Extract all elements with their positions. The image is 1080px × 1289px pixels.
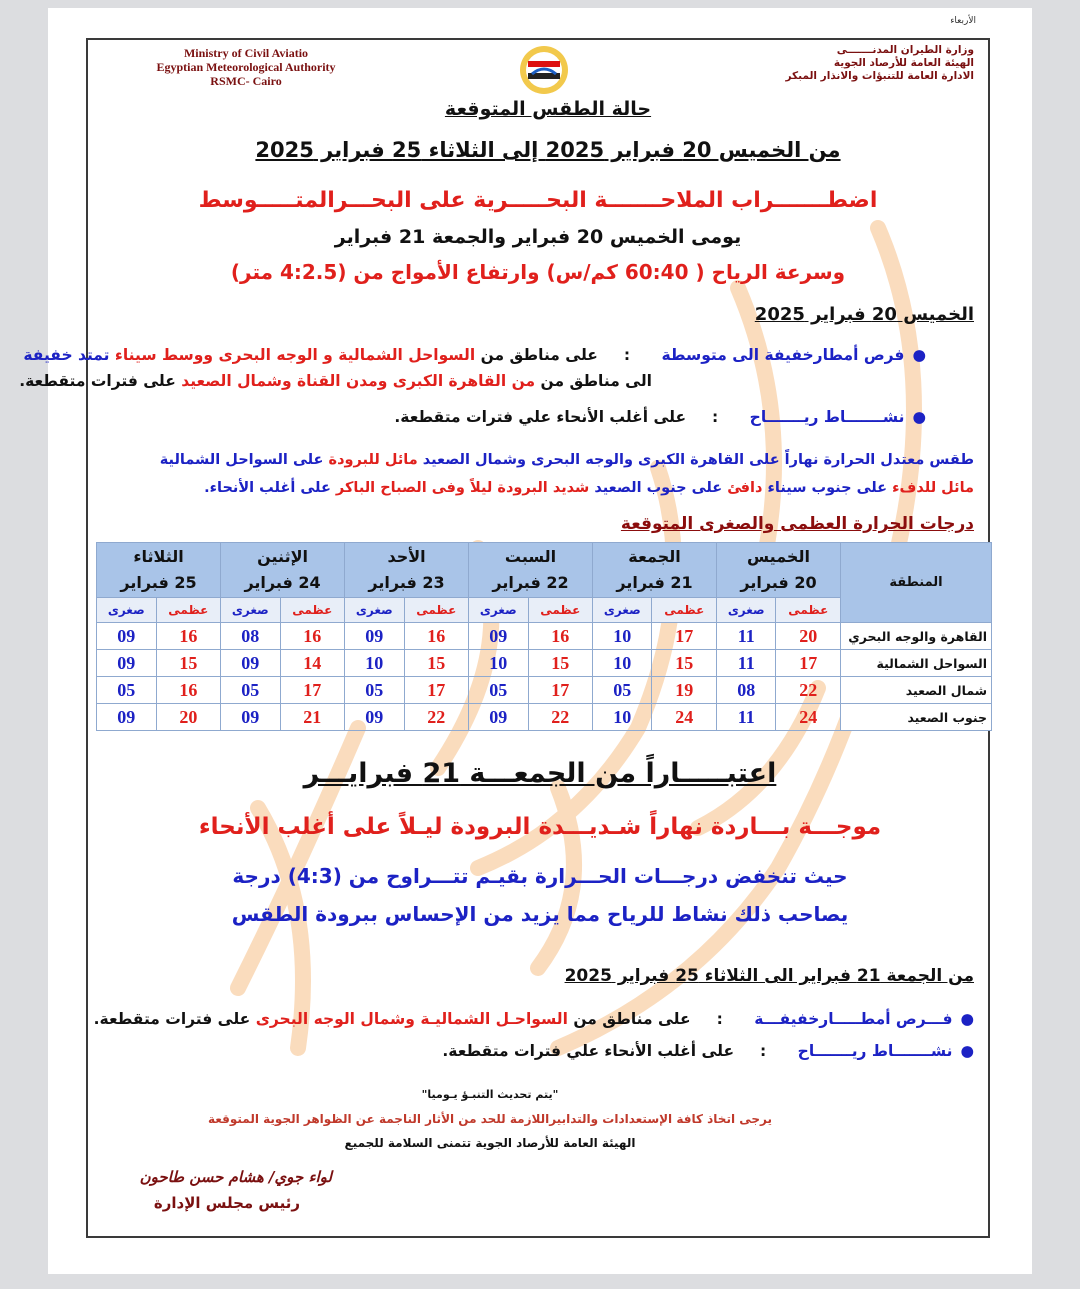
max-header: عظمى [404, 598, 469, 623]
rain-text-a: على مناطق من [480, 346, 598, 364]
desc-mild: طقس معتدل الحرارة نهاراً [784, 452, 974, 468]
signature-name: لواء جوي/ هشام حسن طاحون [139, 1168, 332, 1186]
max-header: عظمى [156, 598, 221, 623]
header-en-ministry: Ministry of Civil Aviatio [183, 46, 309, 60]
max-cell: 16 [156, 623, 221, 650]
region-name: السواحل الشمالية [841, 650, 992, 677]
min-cell: 09 [97, 704, 157, 731]
min-header: صغرى [593, 598, 652, 623]
desc-very-cold-region: على أغلب الأنحاء. [204, 480, 331, 496]
later-rain-label: فـــرص أمطـــــارخفيفـــة [754, 1010, 953, 1028]
day-header: الأحد 23 فبراير [345, 543, 469, 598]
day-header: السبت 22 فبراير [469, 543, 593, 598]
max-cell: 17 [528, 677, 593, 704]
max-cell: 16 [404, 623, 469, 650]
max-cell: 14 [280, 650, 345, 677]
min-cell: 09 [469, 623, 528, 650]
max-cell: 15 [404, 650, 469, 677]
min-cell: 10 [593, 650, 652, 677]
later-rain-separator: : [716, 1010, 723, 1028]
desc-mild-regions: على القاهرة الكبرى والوجه البحرى وشمال الصعيد [422, 452, 780, 468]
page-title: حالة الطقس المتوقعة [444, 98, 652, 120]
advice-note: يرجى اتخاذ كافة الإستعدادات والتدابيراللازمة للحد من الأثار الناجمة عن الظواهر الجوية المتوقعة [207, 1112, 773, 1126]
max-cell: 15 [528, 650, 593, 677]
min-cell: 09 [345, 623, 404, 650]
bullet-icon: ● [960, 1042, 974, 1060]
table-row [97, 623, 992, 650]
wind-text: على أغلب الأنحاء علي فترات متقطعة. [394, 408, 687, 426]
thursday-wind-line [394, 408, 926, 426]
rain-text-d: الى مناطق من [540, 372, 652, 390]
min-cell: 08 [717, 677, 776, 704]
max-cell: 19 [652, 677, 717, 704]
min-cell: 10 [593, 704, 652, 731]
header-ar-department: الادارة العامة للتنبؤات والانذار المبكر [785, 70, 974, 82]
temperature-table [96, 542, 992, 731]
safety-wish: الهيئة العامة للأرصاد الجوية تتمنى السلامة للجميع [344, 1136, 636, 1150]
max-cell: 17 [280, 677, 345, 704]
region-header: المنطقة [841, 543, 992, 623]
header-arabic [754, 44, 974, 83]
min-cell: 10 [469, 650, 528, 677]
min-cell: 08 [221, 623, 280, 650]
region-name: شمال الصعيد [841, 677, 992, 704]
authority-logo [518, 44, 570, 96]
min-cell: 05 [221, 677, 280, 704]
max-cell: 17 [652, 623, 717, 650]
min-header: صغرى [717, 598, 776, 623]
marine-alert-wind-waves: وسرعة الرياح ( 60:40 كم/س) وارتفاع الأمواج من (4:2.5 متر) [230, 260, 846, 284]
min-cell: 11 [717, 623, 776, 650]
day-header: الثلاثاء 25 فبراير [97, 543, 221, 598]
day-header: الجمعة 21 فبراير [593, 543, 717, 598]
min-cell: 10 [345, 650, 404, 677]
signature-title: رئيس مجلس الإدارة [153, 1194, 300, 1212]
weather-desc-line1 [160, 452, 974, 468]
min-cell: 11 [717, 704, 776, 731]
min-header: صغرى [221, 598, 280, 623]
min-cell: 05 [593, 677, 652, 704]
wind-separator: : [712, 408, 719, 426]
rain-text-b: السواحل الشمالية و الوجه البحرى ووسط سيناء [114, 346, 476, 364]
header-ar-authority: الهيئة العامة للأرصاد الجوية [833, 57, 974, 69]
thursday-rain-line1 [23, 346, 926, 364]
table-day-header-row [97, 543, 992, 598]
rain-text-f: على فترات متقطعة. [19, 372, 176, 390]
rain-text-e: من القاهرة الكبرى ومدن القناة وشمال الصعيد [181, 372, 536, 390]
weather-desc-line2 [204, 480, 974, 496]
min-header: صغرى [97, 598, 157, 623]
region-name: القاهرة والوجه البحري [841, 623, 992, 650]
max-header: عظمى [776, 598, 841, 623]
later-rain-line [94, 1010, 974, 1028]
from-friday-heading: اعتبـــــاراً من الجمعـــة 21 فبرايـــر [303, 758, 777, 789]
desc-warm-region: على جنوب الصعيد [594, 480, 723, 496]
region-name: جنوب الصعيد [841, 704, 992, 731]
bullet-icon: ● [960, 1010, 974, 1028]
max-cell: 20 [156, 704, 221, 731]
max-cell: 17 [404, 677, 469, 704]
forecast-period: من الخميس 20 فبراير 2025 إلى الثلاثاء 25 فبراير 2025 [255, 138, 841, 162]
later-period-heading: من الجمعة 21 فبراير الى الثلاثاء 25 فبراير 2025 [564, 966, 974, 986]
header-ar-ministry: وزارة الطيران المدنـــــــى [836, 44, 974, 56]
max-cell: 16 [528, 623, 593, 650]
bullet-icon: ● [912, 346, 926, 364]
wind-chill-text: يصاحب ذلك نشاط للرياح مما يزيد من الإحساس ببرودة الطقس [231, 902, 849, 926]
min-cell: 09 [221, 704, 280, 731]
min-cell: 09 [469, 704, 528, 731]
later-rain-text-b: السواحـل الشماليـة وشمال الوجه البحرى [255, 1010, 568, 1028]
later-rain-text-a: على مناطق من [573, 1010, 691, 1028]
max-header: عظمى [528, 598, 593, 623]
thursday-rain-line2 [19, 372, 652, 390]
later-rain-text-c: على فترات متقطعة. [93, 1010, 251, 1028]
later-wind-line [442, 1042, 974, 1060]
header-english [146, 46, 346, 88]
desc-very-cold: شديد البرودة ليلاً وفى الصباح الباكر [335, 480, 590, 496]
table-row [97, 677, 992, 704]
min-cell: 09 [221, 650, 280, 677]
rain-label: فرص أمطارخفيفة الى متوسطة [661, 346, 905, 364]
max-cell: 22 [528, 704, 593, 731]
min-cell: 05 [97, 677, 157, 704]
min-header: صغرى [469, 598, 528, 623]
min-cell: 09 [345, 704, 404, 731]
max-header: عظمى [280, 598, 345, 623]
min-cell: 05 [469, 677, 528, 704]
cold-wave-text: موجـــة بـــاردة نهاراً شـديـــدة البرودة ليـلاً على أغلب الأنحاء [198, 814, 882, 840]
max-cell: 24 [652, 704, 717, 731]
update-note: "يتم تحديث التنبـؤ يـوميا" [421, 1088, 559, 1101]
max-cell: 22 [404, 704, 469, 731]
max-header: عظمى [652, 598, 717, 623]
later-wind-label: نشـــــــاط ريـــــــاح [797, 1042, 953, 1060]
bullet-icon: ● [912, 408, 926, 426]
min-cell: 11 [717, 650, 776, 677]
table-row [97, 650, 992, 677]
max-cell: 24 [776, 704, 841, 731]
marine-alert-title: اضطـــــــراب الملاحـــــــة البحـــــرية على البحـــرالمتـــــوسط [198, 188, 878, 213]
rain-text-c: تمتد خفيفة [23, 346, 110, 364]
day-header: الإثنين 24 فبراير [221, 543, 345, 598]
day-header: الخميس 20 فبراير [717, 543, 841, 598]
max-cell: 20 [776, 623, 841, 650]
header-en-rsmc: RSMC- Cairo [210, 74, 282, 88]
table-heading: درجات الحرارة العظمى والصغرى المتوقعة [620, 514, 974, 534]
min-cell: 09 [97, 623, 157, 650]
desc-warmish-region: على جنوب سيناء [767, 480, 888, 496]
table-row [97, 704, 992, 731]
max-cell: 15 [156, 650, 221, 677]
min-cell: 05 [345, 677, 404, 704]
min-cell: 10 [593, 623, 652, 650]
desc-warmish: مائل للدفء [892, 480, 974, 496]
wind-label: نشـــــــاط ريـــــــاح [749, 408, 905, 426]
min-cell: 09 [97, 650, 157, 677]
max-cell: 22 [776, 677, 841, 704]
max-cell: 16 [280, 623, 345, 650]
max-cell: 21 [280, 704, 345, 731]
max-cell: 15 [652, 650, 717, 677]
later-wind-text: على أغلب الأنحاء علي فترات متقطعة. [442, 1042, 735, 1060]
max-cell: 16 [156, 677, 221, 704]
desc-cool-regions: على السواحل الشمالية [159, 452, 324, 468]
max-cell: 17 [776, 650, 841, 677]
corner-day-note: الأربعاء [950, 16, 976, 26]
temperature-drop-text: حيث تنخفض درجـــات الحـــرارة بقيـم تتـــراوح من (4:3) درجة [232, 864, 848, 888]
desc-cool: مائل للبرودة [328, 452, 418, 468]
later-wind-separator: : [760, 1042, 767, 1060]
header-en-authority: Egyptian Meteorological Authority [156, 60, 336, 74]
desc-warm: دافئ [727, 480, 763, 496]
rain-separator: : [623, 346, 631, 364]
min-header: صغرى [345, 598, 404, 623]
marine-alert-days: يومى الخميس 20 فبراير والجمعة 21 فبراير [334, 226, 742, 248]
thursday-heading: الخميس 20 فبراير 2025 [754, 304, 974, 325]
